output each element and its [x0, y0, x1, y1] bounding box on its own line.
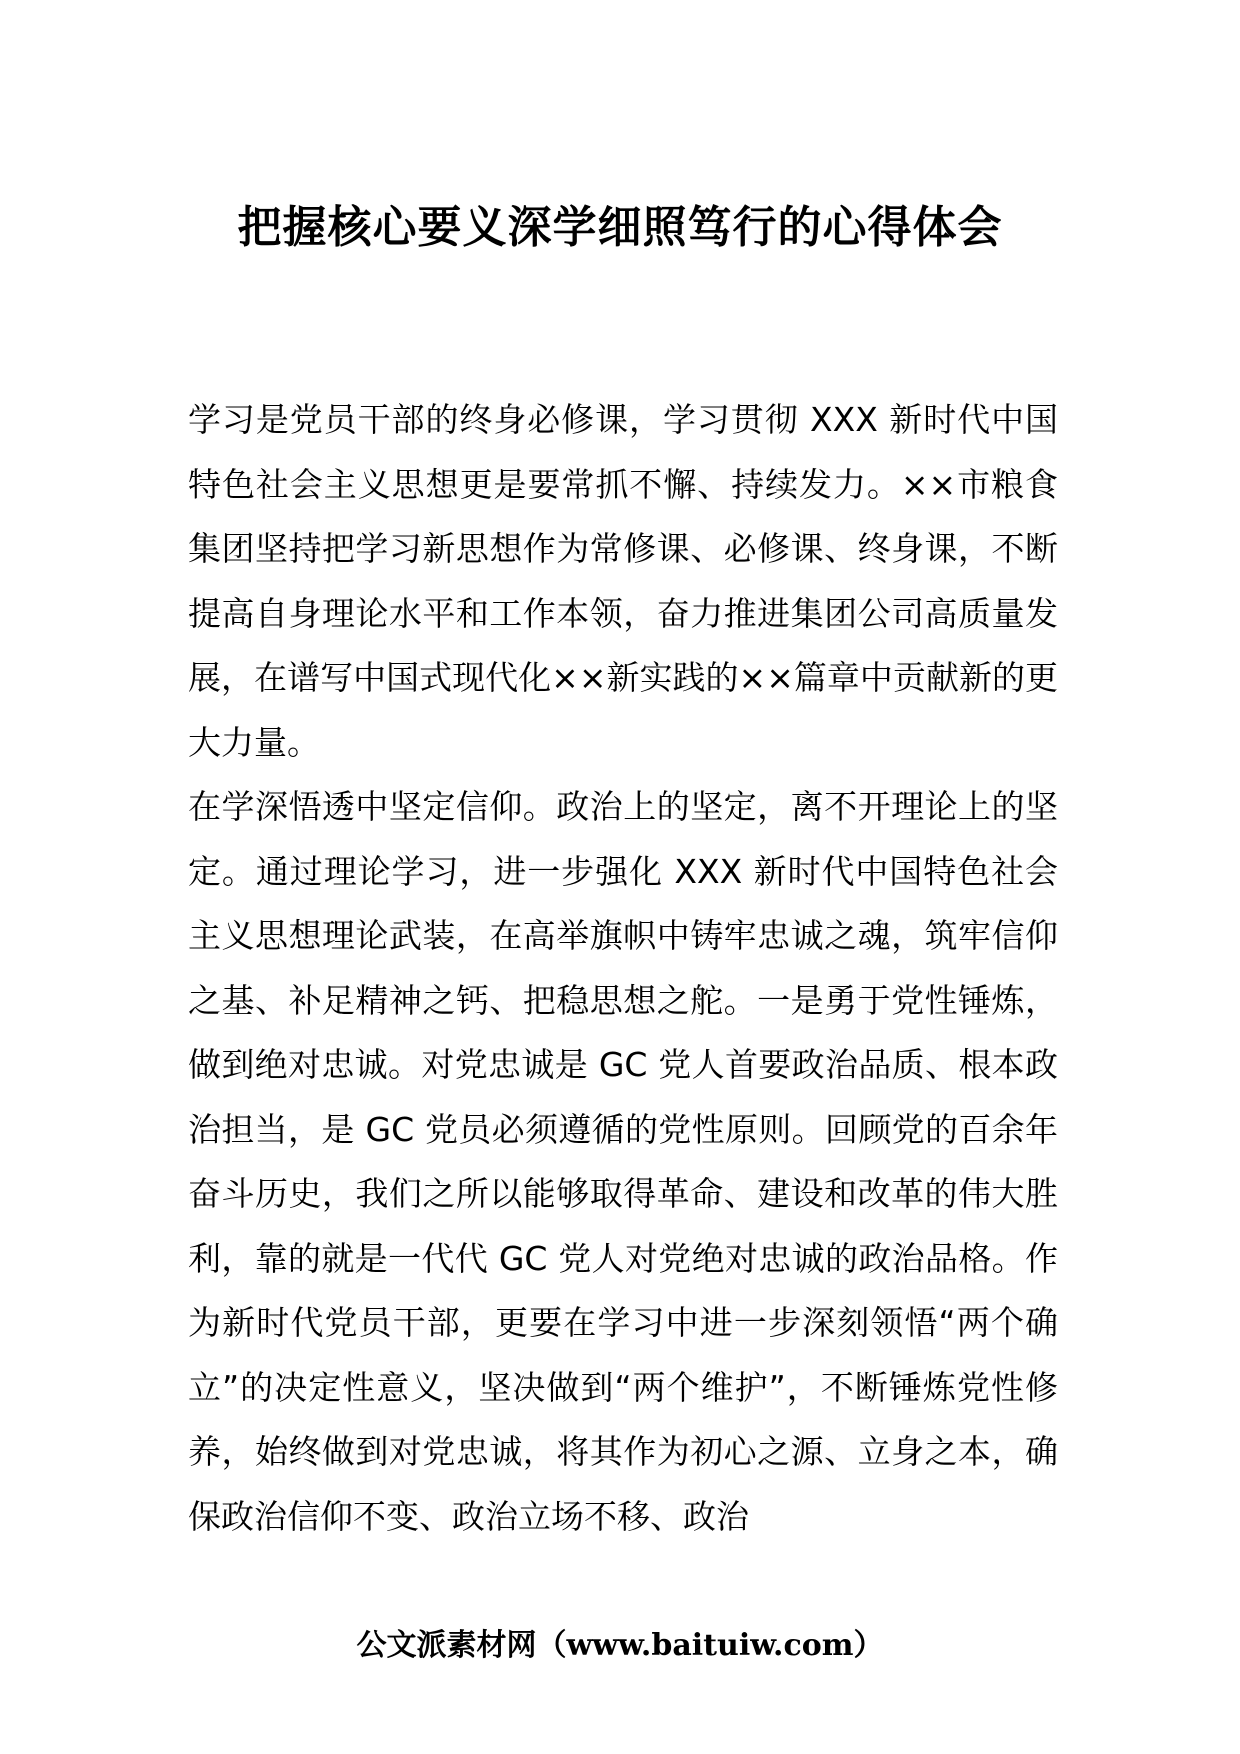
- footer-watermark: 公文派素材网（www.baituiw.com）: [356, 1628, 884, 1663]
- paragraph-intro: 学习是党员干部的终身必修课，学习贯彻 XXX 新时代中国特色社会主义思想更是要常抓不懈、持续发力。××市粮食集团坚持把学习新思想作为常修课、必修课、终身课，不断提高自身理论水平和工作本领，奋力推进集团公司高质量发展，在谱写中国式现代化××新实践的××篇章中贡献新的更大力量。: [188, 400, 1058, 762]
- paragraph-belief: 在学深悟透中坚定信仰。政治上的坚定，离不开理论上的坚定。通过理论学习，进一步强化 XXX 新时代中国特色社会主义思想理论武装，在高举旗帜中铸牢忠诚之魂，筑牢信仰之基、补足精神之钙、把稳思想之舵。一是勇于党性锤炼，做到绝对忠诚。对党忠诚是 GC 党人首要政治品质、根本政治担当，是 GC 党员必须遵循的党性原则。回顾党的百余年奋斗历史，我们之所以能够取得革命、建设和改革的伟大胜利，靠的就是一代代 GC 党人对党绝对忠诚的政治品格。作为新时代党员干部，更要在学习中进一步深刻领悟“两个确立”的决定性意义，坚决做到“两个维护”，不断锤炼党性修养，始终做到对党忠诚，将其作为初心之源、立身之本，确保政治信仰不变、政治立场不移、政治: [188, 787, 1058, 1536]
- document-body: [188, 388, 1058, 1549]
- document-title: 把握核心要义深学细照笃行的心得体会: [237, 202, 1003, 253]
